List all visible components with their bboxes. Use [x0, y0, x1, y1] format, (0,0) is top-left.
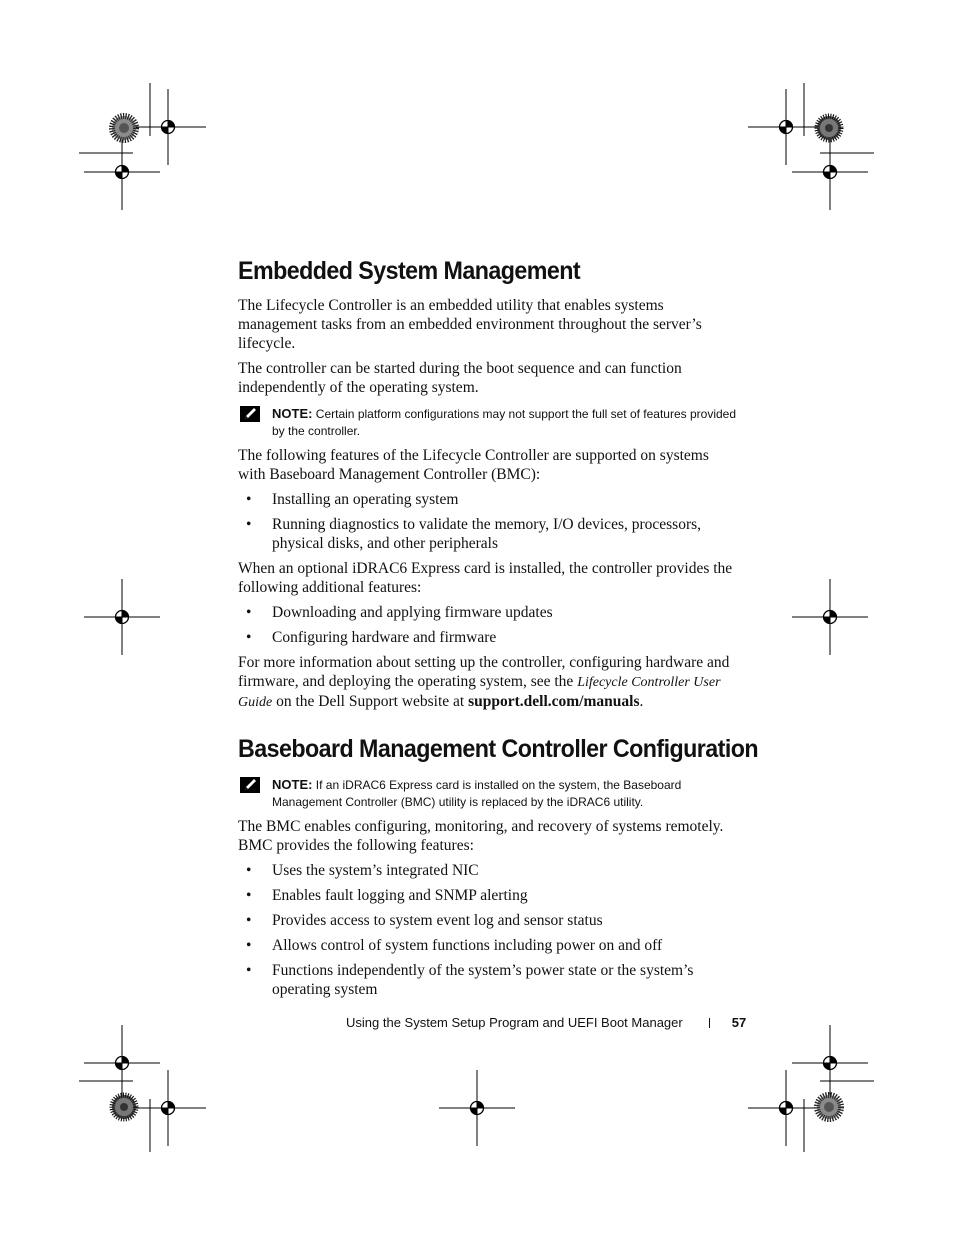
list-item-text: Allows control of system functions including power on and off	[272, 937, 663, 954]
paragraph-bmc-intro: The BMC enables configuring, monitoring, and recovery of systems remotely. BMC provides the following features:	[238, 818, 724, 854]
list-item	[238, 861, 738, 880]
note-pencil-icon	[240, 777, 260, 793]
list-item-text: Running diagnostics to validate the memory, I/O devices, processors, physical disks, and other peripherals	[272, 516, 702, 552]
bullet-icon: •	[246, 491, 252, 508]
sunburst-target-icon	[817, 116, 841, 140]
registration-crosshair-icon	[130, 89, 206, 165]
idrac-features-list	[238, 603, 738, 647]
note-label: NOTE:	[272, 777, 313, 792]
more-info-text-2: on the Dell Support website at	[276, 693, 465, 710]
registration-crosshair-icon	[84, 1025, 160, 1101]
bullet-icon: •	[246, 912, 252, 929]
registration-crosshair-icon	[84, 579, 160, 655]
registration-crosshair-icon	[792, 134, 868, 210]
registration-crosshair-icon	[792, 1025, 868, 1101]
list-item-text: Functions independently of the system’s power state or the system’s operating system	[272, 962, 694, 998]
paragraph-more-info	[238, 653, 738, 712]
note-text: If an iDRAC6 Express card is installed on the system, the Baseboard Management Controller (BMC) utility is replaced by the iDRAC6 utility.	[272, 778, 682, 809]
bmc-features-list	[238, 861, 738, 999]
list-item-text: Enables fault logging and SNMP alerting	[272, 887, 528, 904]
bullet-icon: •	[246, 516, 252, 533]
paragraph-lifecycle-intro: The Lifecycle Controller is an embedded utility that enables systems management tasks from an embedded environment throughout the server’s lifecycle.	[238, 297, 702, 352]
list-item	[238, 886, 738, 905]
note-pencil-icon	[240, 406, 260, 422]
section-heading-bmc-configuration: Baseboard Management Controller Configuration	[238, 735, 759, 763]
sunburst-target-icon	[112, 116, 136, 140]
list-item-text: Uses the system’s integrated NIC	[272, 862, 479, 879]
note-label: NOTE:	[272, 406, 313, 421]
section-heading-embedded-system-management: Embedded System Management	[238, 257, 581, 285]
paragraph-controller-start: The controller can be started during the boot sequence and can function independently of the operating system.	[238, 360, 682, 396]
list-item	[238, 961, 738, 999]
more-info-text: For more information about setting up the controller, configuring hardware and firmware, and deploying the operating system, see the	[238, 654, 730, 690]
list-item	[238, 515, 738, 553]
registration-crosshair-icon	[792, 579, 868, 655]
registration-crosshair-icon	[748, 1070, 824, 1146]
list-item	[238, 936, 738, 955]
bullet-icon: •	[246, 862, 252, 879]
list-item	[238, 628, 738, 647]
registration-crosshair-icon	[439, 1070, 515, 1146]
bullet-icon: •	[246, 962, 252, 979]
page-number: 57	[731, 1015, 747, 1030]
note-idrac-replaces-bmc	[238, 776, 738, 811]
list-item	[238, 911, 738, 930]
guide-title: Lifecycle Controller User Guide	[238, 675, 721, 710]
list-item	[238, 490, 738, 509]
list-item-text: Downloading and applying firmware updates	[272, 604, 553, 621]
list-item-text: Configuring hardware and firmware	[272, 629, 497, 646]
list-item	[238, 603, 738, 622]
bullet-icon: •	[246, 887, 252, 904]
list-item-text: Installing an operating system	[272, 491, 459, 508]
footer-divider	[709, 1018, 710, 1028]
note-platform-config	[238, 405, 738, 440]
note-text: Certain platform configurations may not support the full set of features provided by the controller.	[272, 407, 737, 438]
lifecycle-features-list	[238, 490, 738, 553]
bullet-icon: •	[246, 629, 252, 646]
support-url-link[interactable]: support.dell.com/manuals	[468, 693, 640, 710]
registration-crosshair-icon	[130, 1070, 206, 1146]
period: .	[639, 693, 644, 710]
paragraph-idrac-intro: When an optional iDRAC6 Express card is installed, the controller provides the following additional features:	[238, 560, 733, 596]
footer-chapter-title: Using the System Setup Program and UEFI Boot Manager	[346, 1015, 683, 1030]
sunburst-target-icon	[817, 1095, 841, 1119]
paragraph-features-intro: The following features of the Lifecycle Controller are supported on systems with Baseboard Management Controller (BMC):	[238, 447, 709, 483]
sunburst-target-icon	[112, 1095, 136, 1119]
bullet-icon: •	[246, 604, 252, 621]
registration-crosshair-icon	[748, 89, 824, 165]
page-footer	[346, 1015, 746, 1030]
list-item-text: Provides access to system event log and sensor status	[272, 912, 603, 929]
registration-crosshair-icon	[84, 134, 160, 210]
bullet-icon: •	[246, 937, 252, 954]
page-content	[238, 252, 759, 999]
